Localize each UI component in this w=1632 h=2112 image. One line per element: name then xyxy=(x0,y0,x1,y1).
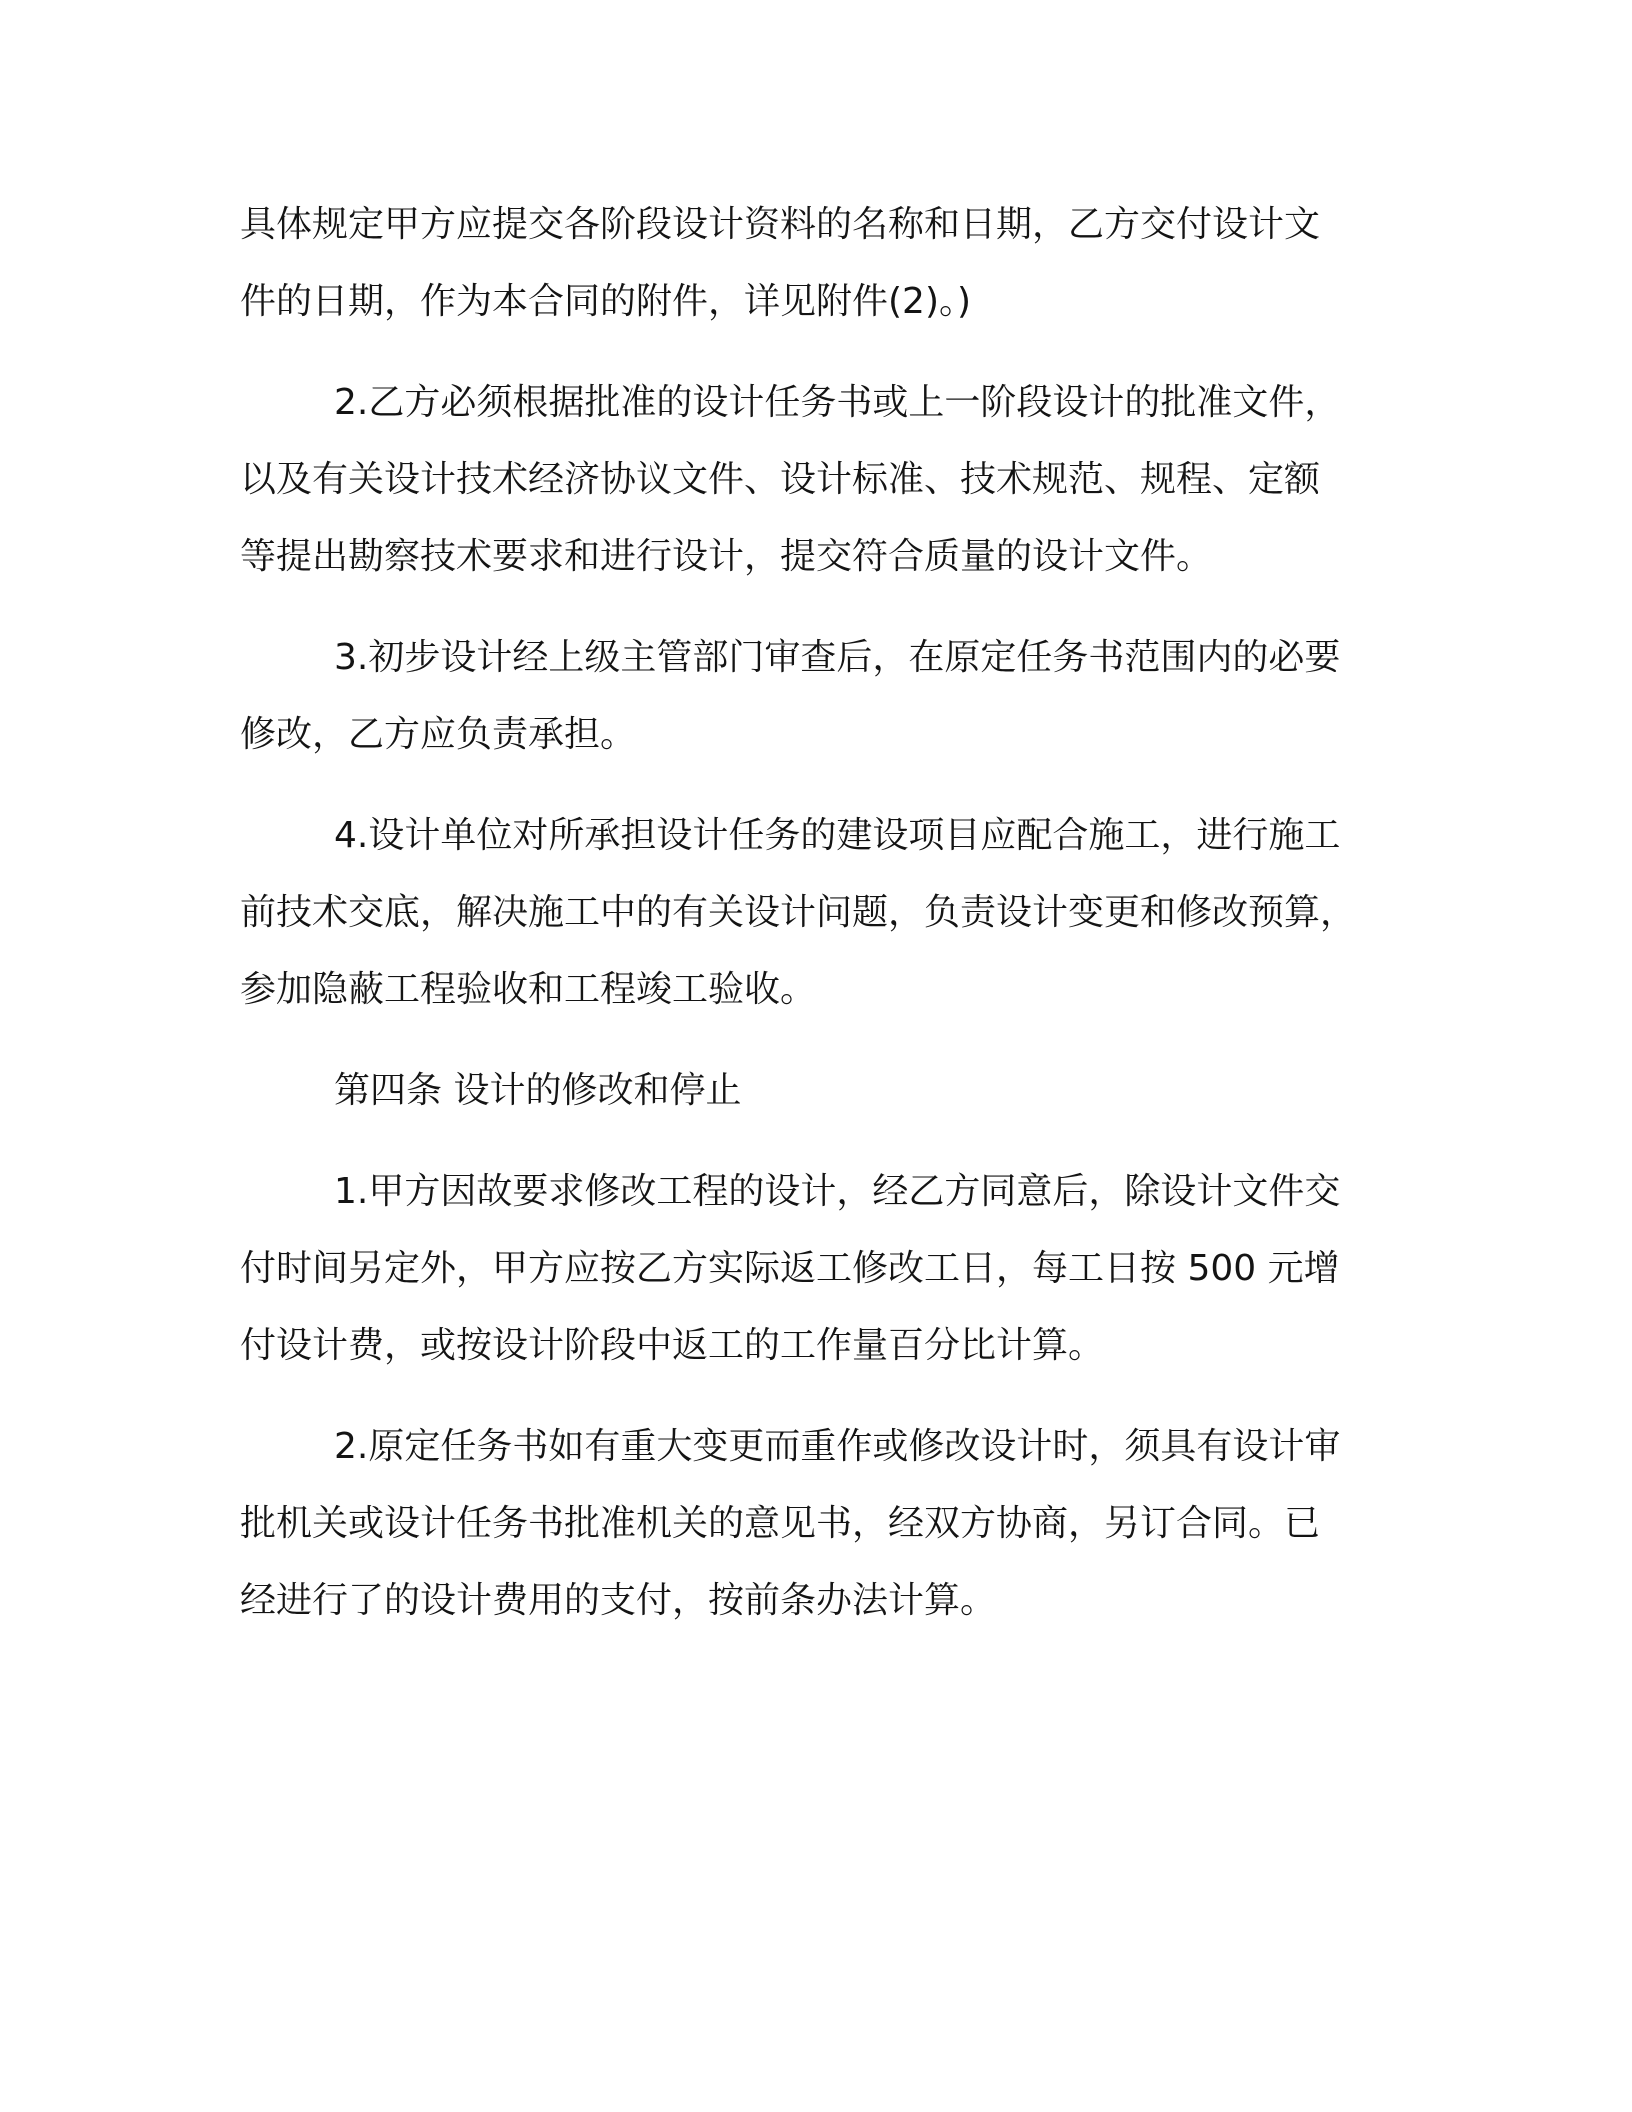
text-line: 具体规定甲方应提交各阶段设计资料的名称和日期，乙方交付设计文 xyxy=(240,204,1321,245)
text-line: 付时间另定外，甲方应按乙方实际返工修改工日，每工日按 500 元增 xyxy=(240,1248,1340,1289)
text-line: 批机关或设计任务书批准机关的意见书，经双方协商，另订合同。已 xyxy=(240,1503,1321,1544)
section-heading: 第四条 设计的修改和停止 xyxy=(334,1070,742,1111)
paragraph-clause-4 xyxy=(240,797,1380,1028)
paragraph-article-4-clause-1 xyxy=(240,1153,1380,1384)
paragraph-attachment-note xyxy=(240,186,1380,340)
text-line: 修改，乙方应负责承担。 xyxy=(240,714,637,755)
text-line: 2.乙方必须根据批准的设计任务书或上一阶段设计的批准文件， xyxy=(334,382,1341,423)
section-heading-article-4 xyxy=(240,1052,1380,1129)
paragraph-clause-2 xyxy=(240,364,1380,595)
paragraph-clause-3 xyxy=(240,619,1380,773)
text-line: 3.初步设计经上级主管部门审查后，在原定任务书范围内的必要 xyxy=(334,637,1341,678)
text-line: 2.原定任务书如有重大变更而重作或修改设计时，须具有设计审 xyxy=(334,1426,1341,1467)
paragraph-article-4-clause-2 xyxy=(240,1408,1380,1639)
document-body xyxy=(240,186,1380,1639)
text-line: 1.甲方因故要求修改工程的设计，经乙方同意后，除设计文件交 xyxy=(334,1171,1341,1212)
text-line: 前技术交底，解决施工中的有关设计问题，负责设计变更和修改预算， xyxy=(240,892,1357,933)
text-line: 件的日期，作为本合同的附件，详见附件(2)。) xyxy=(240,281,972,322)
text-line: 4.设计单位对所承担设计任务的建设项目应配合施工，进行施工 xyxy=(334,815,1341,856)
text-line: 等提出勘察技术要求和进行设计，提交符合质量的设计文件。 xyxy=(240,536,1213,577)
text-line: 以及有关设计技术经济协议文件、设计标准、技术规范、规程、定额 xyxy=(240,459,1321,500)
text-line: 付设计费，或按设计阶段中返工的工作量百分比计算。 xyxy=(240,1325,1105,1366)
text-line: 经进行了的设计费用的支付，按前条办法计算。 xyxy=(240,1580,997,1621)
text-line: 参加隐蔽工程验收和工程竣工验收。 xyxy=(240,969,817,1010)
